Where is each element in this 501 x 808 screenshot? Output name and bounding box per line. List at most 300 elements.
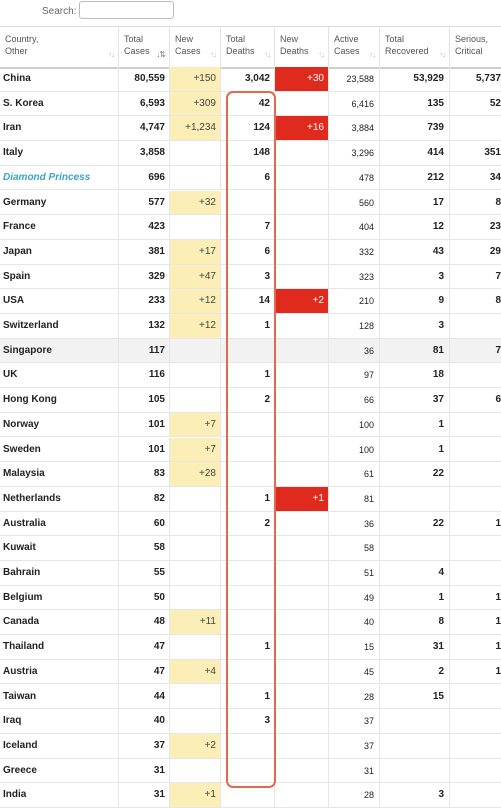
cell-serious-critical: [450, 462, 501, 486]
cell-total-cases: 83: [119, 462, 170, 486]
cell-new-deaths: [275, 783, 329, 807]
cell-new-deaths: [275, 388, 329, 412]
table-row[interactable]: [0, 660, 501, 685]
cell-new-cases: +32: [170, 191, 221, 215]
cell-serious-critical: 1: [495, 616, 501, 628]
cell-active-cases: 61: [329, 462, 380, 486]
cell-active-cases: 560: [329, 191, 380, 215]
cell-total-cases: 101: [119, 413, 170, 437]
cell-country[interactable]: Diamond Princess: [0, 166, 119, 190]
sort-arrows-icon: ↑↓: [318, 50, 324, 59]
cell-new-deaths: [275, 191, 329, 215]
header-line: Deaths: [280, 46, 309, 56]
table-row[interactable]: [0, 561, 501, 586]
cell-total-deaths: [221, 561, 275, 585]
cell-total-recovered: 37: [380, 388, 450, 412]
cell-active-cases: 15: [329, 635, 380, 659]
table-row[interactable]: [0, 413, 501, 438]
table-row[interactable]: [0, 215, 501, 240]
cell-total-recovered: 3: [380, 314, 450, 338]
cell-total-deaths: 14: [221, 289, 275, 313]
cell-new-deaths: +1: [275, 487, 329, 511]
cell-country[interactable]: UK: [0, 363, 119, 387]
cell-active-cases: 51: [329, 561, 380, 585]
cell-total-recovered: [380, 536, 450, 560]
cell-total-deaths: [221, 610, 275, 634]
cell-total-deaths: 2: [221, 512, 275, 536]
cell-total-deaths: 148: [221, 141, 275, 165]
header-line: Cases: [175, 46, 201, 56]
table-row[interactable]: [0, 610, 501, 635]
cell-new-deaths: [275, 635, 329, 659]
table-row[interactable]: [0, 166, 501, 191]
cell-new-deaths: [275, 586, 329, 610]
cell-active-cases: 58: [329, 536, 380, 560]
cell-active-cases: 478: [329, 166, 380, 190]
cell-serious-critical: 34: [489, 171, 501, 183]
cell-active-cases: 210: [329, 289, 380, 313]
cell-new-cases: [170, 487, 221, 511]
cell-new-deaths: [275, 759, 329, 783]
cell-country[interactable]: Iran: [0, 116, 119, 140]
cell-total-recovered: 12: [380, 215, 450, 239]
cell-total-cases: 47: [119, 635, 170, 659]
cell-country[interactable]: Hong Kong: [0, 388, 119, 412]
cell-total-cases: 47: [119, 660, 170, 684]
cell-total-recovered: [380, 734, 450, 758]
cell-total-recovered: 2: [380, 660, 450, 684]
cell-country[interactable]: Taiwan: [0, 685, 119, 709]
cell-country[interactable]: Netherlands: [0, 487, 119, 511]
cell-active-cases: 404: [329, 215, 380, 239]
cell-new-deaths: [275, 709, 329, 733]
cell-serious-critical: [450, 487, 501, 511]
cell-total-recovered: 9: [380, 289, 450, 313]
cell-total-cases: 233: [119, 289, 170, 313]
cell-country[interactable]: Belgium: [0, 586, 119, 610]
column-header-total-deaths[interactable]: [221, 27, 275, 67]
table-row[interactable]: [0, 92, 501, 117]
column-header-total-cases[interactable]: [119, 27, 170, 67]
cell-new-deaths: [275, 438, 329, 462]
cell-serious-critical: [450, 363, 501, 387]
cell-serious-critical: 5,737: [475, 73, 501, 84]
cell-total-recovered: 4: [380, 561, 450, 585]
cell-total-deaths: [221, 438, 275, 462]
cell-new-cases: +11: [170, 610, 221, 634]
cell-total-deaths: [221, 586, 275, 610]
table-row[interactable]: [0, 759, 501, 784]
cell-active-cases: 100: [329, 413, 380, 437]
table-row[interactable]: [0, 116, 501, 141]
cell-total-recovered: 414: [380, 141, 450, 165]
cell-total-recovered: 43: [380, 240, 450, 264]
cell-new-deaths: [275, 561, 329, 585]
cell-total-recovered: 1: [380, 413, 450, 437]
cell-total-deaths: [221, 191, 275, 215]
cell-new-deaths: [275, 265, 329, 289]
cell-country[interactable]: Austria: [0, 660, 119, 684]
cell-country[interactable]: Sweden: [0, 438, 119, 462]
header-line: Deaths: [226, 46, 255, 56]
cell-serious-critical: [450, 685, 501, 709]
sort-active-icon: ↓⇅: [156, 50, 165, 59]
sort-arrows-icon: ↑↓: [439, 50, 445, 59]
search-label: Search:: [42, 6, 77, 17]
cell-active-cases: 37: [329, 709, 380, 733]
column-header-new-deaths[interactable]: [275, 27, 329, 67]
cell-country[interactable]: France: [0, 215, 119, 239]
cell-new-cases: +150: [170, 67, 221, 91]
cell-country[interactable]: Thailand: [0, 635, 119, 659]
cell-total-deaths: [221, 783, 275, 807]
cell-country[interactable]: Japan: [0, 240, 119, 264]
cell-total-deaths: 124: [221, 116, 275, 140]
table-row[interactable]: [0, 512, 501, 537]
cell-total-cases: 117: [119, 339, 170, 363]
cell-total-cases: 105: [119, 388, 170, 412]
cell-serious-critical: 52: [489, 97, 501, 109]
cell-total-deaths: [221, 759, 275, 783]
cell-country[interactable]: Malaysia: [0, 462, 119, 486]
cell-new-cases: +2: [170, 734, 221, 758]
cell-new-deaths: [275, 363, 329, 387]
cell-new-cases: +17: [170, 240, 221, 264]
cell-new-cases: [170, 512, 221, 536]
cell-active-cases: 49: [329, 586, 380, 610]
cell-new-deaths: [275, 734, 329, 758]
cell-serious-critical: 23: [489, 221, 501, 233]
cell-serious-critical: 29: [489, 245, 501, 257]
sort-arrows-icon: ↑↓: [369, 50, 375, 59]
cell-total-recovered: 22: [380, 462, 450, 486]
cell-total-cases: 44: [119, 685, 170, 709]
cell-active-cases: 100: [329, 438, 380, 462]
header-line: Serious,: [455, 34, 489, 44]
cell-new-cases: +7: [170, 438, 221, 462]
table-row[interactable]: [0, 709, 501, 734]
cell-serious-critical: 1: [495, 641, 501, 653]
cell-serious-critical: [450, 734, 501, 758]
cell-total-cases: 50: [119, 586, 170, 610]
cell-new-cases: +7: [170, 413, 221, 437]
column-header-new-cases[interactable]: [170, 27, 221, 67]
table-row[interactable]: [0, 67, 501, 92]
cell-active-cases: 31: [329, 759, 380, 783]
cell-serious-critical: 351: [484, 147, 501, 159]
cell-total-recovered: 53,929: [380, 67, 450, 91]
cell-country[interactable]: Greece: [0, 759, 119, 783]
cell-serious-critical: [450, 438, 501, 462]
cell-new-cases: [170, 561, 221, 585]
header-line: Country,: [5, 34, 39, 44]
cell-total-deaths: [221, 734, 275, 758]
cell-total-cases: 423: [119, 215, 170, 239]
cell-total-deaths: [221, 536, 275, 560]
cell-total-cases: 101: [119, 438, 170, 462]
cell-active-cases: 3,296: [329, 141, 380, 165]
cell-total-recovered: 18: [380, 363, 450, 387]
cell-new-cases: [170, 141, 221, 165]
header-line: Recovered: [385, 46, 429, 56]
cell-total-recovered: 3: [380, 783, 450, 807]
header-line: New: [280, 34, 299, 44]
cell-new-cases: [170, 586, 221, 610]
cell-total-deaths: [221, 660, 275, 684]
cell-active-cases: 36: [329, 339, 380, 363]
cell-country[interactable]: S. Korea: [0, 92, 119, 116]
cell-total-cases: 381: [119, 240, 170, 264]
cell-country[interactable]: Singapore: [0, 339, 119, 363]
cell-total-deaths: 1: [221, 363, 275, 387]
cell-total-cases: 37: [119, 734, 170, 758]
cell-total-cases: 6,593: [119, 92, 170, 116]
cell-new-cases: +12: [170, 314, 221, 338]
cell-active-cases: 323: [329, 265, 380, 289]
cell-serious-critical: 7: [495, 270, 501, 282]
cell-active-cases: 37: [329, 734, 380, 758]
cell-total-cases: 696: [119, 166, 170, 190]
cell-serious-critical: [450, 413, 501, 437]
cell-serious-critical: 1: [495, 665, 501, 677]
cell-total-cases: 3,858: [119, 141, 170, 165]
table-row[interactable]: [0, 586, 501, 611]
cell-new-deaths: [275, 610, 329, 634]
cell-total-cases: 4,747: [119, 116, 170, 140]
cell-active-cases: 40: [329, 610, 380, 634]
header-line: Total: [385, 34, 405, 44]
cell-new-cases: [170, 635, 221, 659]
cell-total-cases: 40: [119, 709, 170, 733]
cell-total-deaths: 1: [221, 314, 275, 338]
cell-new-cases: +28: [170, 462, 221, 486]
cell-total-recovered: 3: [380, 265, 450, 289]
table-row[interactable]: [0, 388, 501, 413]
table-row[interactable]: [0, 536, 501, 561]
cell-active-cases: 97: [329, 363, 380, 387]
cell-active-cases: 128: [329, 314, 380, 338]
cell-new-cases: [170, 339, 221, 363]
cell-total-deaths: 6: [221, 240, 275, 264]
cell-total-cases: 329: [119, 265, 170, 289]
cell-active-cases: 45: [329, 660, 380, 684]
cell-serious-critical: 8: [495, 295, 501, 307]
cell-total-recovered: 81: [380, 339, 450, 363]
cell-new-cases: [170, 363, 221, 387]
cell-new-deaths: [275, 536, 329, 560]
cell-total-recovered: 212: [380, 166, 450, 190]
table-row[interactable]: [0, 289, 501, 314]
sort-arrows-icon: ↑↓: [210, 50, 216, 59]
cell-country[interactable]: Canada: [0, 610, 119, 634]
table-row[interactable]: [0, 685, 501, 710]
column-header-country[interactable]: [0, 27, 119, 67]
cell-new-deaths: [275, 462, 329, 486]
cell-total-deaths: [221, 339, 275, 363]
cell-serious-critical: [450, 783, 501, 807]
cell-total-cases: 48: [119, 610, 170, 634]
cell-total-recovered: [380, 759, 450, 783]
cell-active-cases: 3,884: [329, 116, 380, 140]
cell-total-deaths: 3: [221, 709, 275, 733]
header-line: Active: [334, 34, 359, 44]
header-line: Total: [124, 34, 144, 44]
cell-new-deaths: [275, 92, 329, 116]
table-row[interactable]: [0, 734, 501, 759]
cell-new-cases: [170, 536, 221, 560]
search-input[interactable]: [79, 1, 174, 19]
column-header-total-recovered[interactable]: [380, 27, 450, 67]
cell-total-cases: 577: [119, 191, 170, 215]
cell-serious-critical: 8: [495, 196, 501, 208]
cell-total-deaths: 3: [221, 265, 275, 289]
table-row[interactable]: [0, 487, 501, 512]
cell-total-deaths: 1: [221, 635, 275, 659]
cell-serious-critical: [450, 314, 501, 338]
cell-new-cases: +47: [170, 265, 221, 289]
cell-new-cases: +4: [170, 660, 221, 684]
cell-new-deaths: [275, 240, 329, 264]
cell-total-cases: 31: [119, 759, 170, 783]
cell-country[interactable]: India: [0, 783, 119, 807]
cell-new-cases: [170, 388, 221, 412]
table-row[interactable]: [0, 635, 501, 660]
header-line: Cases: [124, 46, 150, 56]
cell-total-cases: 116: [119, 363, 170, 387]
cell-new-deaths: [275, 166, 329, 190]
cell-total-recovered: 1: [380, 586, 450, 610]
cell-active-cases: 6,416: [329, 92, 380, 116]
cell-active-cases: 66: [329, 388, 380, 412]
table-row[interactable]: [0, 339, 501, 364]
cell-total-cases: 60: [119, 512, 170, 536]
cell-new-deaths: +30: [275, 67, 329, 91]
cell-serious-critical: [450, 116, 501, 140]
cell-new-cases: +12: [170, 289, 221, 313]
cell-serious-critical: [450, 536, 501, 560]
cell-new-cases: [170, 685, 221, 709]
sort-arrows-icon: ↑↓: [108, 50, 114, 59]
cell-new-deaths: [275, 339, 329, 363]
cell-total-cases: 80,559: [119, 67, 170, 91]
cell-total-deaths: 7: [221, 215, 275, 239]
table-row[interactable]: [0, 265, 501, 290]
cell-country[interactable]: Switzerland: [0, 314, 119, 338]
cell-new-deaths: [275, 141, 329, 165]
table-row[interactable]: [0, 462, 501, 487]
cell-country[interactable]: Australia: [0, 512, 119, 536]
cell-country[interactable]: Kuwait: [0, 536, 119, 560]
cell-total-deaths: 2: [221, 388, 275, 412]
cell-total-recovered: 15: [380, 685, 450, 709]
cell-total-cases: 55: [119, 561, 170, 585]
table-header: [0, 26, 501, 69]
cell-total-deaths: 1: [221, 685, 275, 709]
cell-serious-critical: 7: [495, 344, 501, 356]
cell-country[interactable]: Iraq: [0, 709, 119, 733]
cell-new-cases: +309: [170, 92, 221, 116]
cell-country[interactable]: Italy: [0, 141, 119, 165]
cell-total-recovered: 1: [380, 438, 450, 462]
cell-new-deaths: [275, 660, 329, 684]
cell-new-deaths: [275, 413, 329, 437]
cell-total-recovered: 135: [380, 92, 450, 116]
cell-active-cases: 332: [329, 240, 380, 264]
header-line: Total: [226, 34, 246, 44]
cell-serious-critical: 1: [495, 517, 501, 529]
cell-active-cases: 36: [329, 512, 380, 536]
cell-country[interactable]: USA: [0, 289, 119, 313]
cell-country[interactable]: Bahrain: [0, 561, 119, 585]
cell-new-deaths: +16: [275, 116, 329, 140]
table-row[interactable]: [0, 363, 501, 388]
cell-new-deaths: +2: [275, 289, 329, 313]
cell-country[interactable]: Iceland: [0, 734, 119, 758]
cell-new-deaths: [275, 314, 329, 338]
column-header-active-cases[interactable]: [329, 27, 380, 67]
table-row[interactable]: [0, 240, 501, 265]
sort-arrows-icon: ↑↓: [264, 50, 270, 59]
cell-serious-critical: [450, 759, 501, 783]
cell-total-cases: 82: [119, 487, 170, 511]
cell-total-deaths: 3,042: [221, 67, 275, 91]
cell-total-recovered: 22: [380, 512, 450, 536]
cell-new-cases: [170, 709, 221, 733]
cell-active-cases: 28: [329, 783, 380, 807]
cell-new-cases: [170, 215, 221, 239]
cell-total-deaths: 1: [221, 487, 275, 511]
cell-total-deaths: [221, 413, 275, 437]
cell-new-cases: [170, 166, 221, 190]
cell-new-cases: +1: [170, 783, 221, 807]
header-line: Other: [5, 46, 28, 56]
header-line: New: [175, 34, 194, 44]
cell-new-deaths: [275, 685, 329, 709]
table-row[interactable]: [0, 314, 501, 339]
cell-active-cases: 28: [329, 685, 380, 709]
cell-total-recovered: 31: [380, 635, 450, 659]
cell-total-deaths: [221, 462, 275, 486]
cell-new-deaths: [275, 215, 329, 239]
cell-serious-critical: [450, 561, 501, 585]
cell-country[interactable]: Norway: [0, 413, 119, 437]
cell-active-cases: 23,588: [329, 67, 380, 91]
cell-total-recovered: [380, 709, 450, 733]
table-row[interactable]: [0, 141, 501, 166]
cell-serious-critical: [450, 709, 501, 733]
cell-new-deaths: [275, 512, 329, 536]
cell-country[interactable]: Spain: [0, 265, 119, 289]
cell-serious-critical: 6: [495, 394, 501, 406]
table-row[interactable]: [0, 191, 501, 216]
cell-total-cases: 132: [119, 314, 170, 338]
cell-total-recovered: [380, 487, 450, 511]
table-row[interactable]: [0, 438, 501, 463]
cell-total-deaths: 6: [221, 166, 275, 190]
cell-total-recovered: 8: [380, 610, 450, 634]
search-bar: [0, 0, 501, 26]
header-line: Cases: [334, 46, 360, 56]
cell-total-recovered: 17: [380, 191, 450, 215]
table-row[interactable]: [0, 783, 501, 808]
cell-new-cases: [170, 759, 221, 783]
cell-total-deaths: 42: [221, 92, 275, 116]
column-header-serious-critical[interactable]: [450, 27, 501, 67]
cell-country[interactable]: Germany: [0, 191, 119, 215]
cell-total-cases: 31: [119, 783, 170, 807]
cell-country[interactable]: China: [0, 67, 119, 91]
cell-active-cases: 81: [329, 487, 380, 511]
